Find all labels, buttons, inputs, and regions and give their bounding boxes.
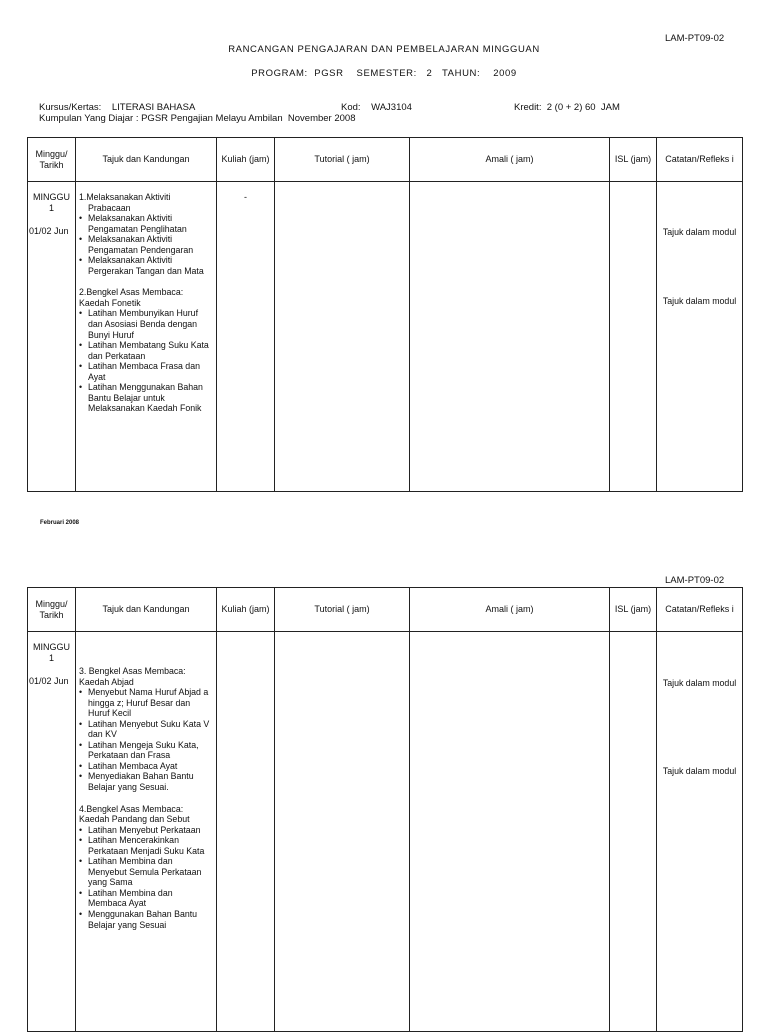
kod-label: Kod: WAJ3104 bbox=[341, 102, 412, 113]
header-minggu: Minggu/ Tarikh bbox=[28, 588, 76, 632]
list-item: • Melaksanakan Aktiviti Pengamatan Penglihatan bbox=[79, 213, 213, 234]
catatan-note: Tajuk dalam modul bbox=[662, 295, 737, 306]
kuliah-cell bbox=[217, 182, 275, 492]
tajuk-cell bbox=[76, 182, 217, 492]
section-items bbox=[79, 308, 213, 413]
kuliah-value: - bbox=[244, 192, 247, 202]
kredit-label: Kredit: 2 (0 + 2) 60 JAM bbox=[514, 102, 620, 113]
list-item: • Menyediakan Bahan Bantu Belajar yang Sesuai. bbox=[79, 771, 213, 792]
minggu-label: MINGGU bbox=[33, 642, 70, 652]
week-date: 01/02 Jun bbox=[29, 675, 69, 686]
list-item: • Latihan Mengeja Suku Kata, Perkataan dan Frasa bbox=[79, 740, 213, 761]
section-2 bbox=[79, 287, 213, 414]
kuliah-cell bbox=[217, 632, 275, 1032]
header-tajuk: Tajuk dan Kandungan bbox=[76, 138, 217, 182]
weekly-plan-table-page1 bbox=[27, 137, 743, 492]
section-title-cont: Kaedah Pandang dan Sebut bbox=[79, 814, 190, 825]
isl-cell bbox=[610, 182, 657, 492]
program-line: PROGRAM: PGSR SEMESTER: 2 TAHUN: 2009 bbox=[251, 68, 517, 79]
catatan-note: Tajuk dalam modul bbox=[662, 765, 737, 776]
section-title: 4.Bengkel Asas Membaca: bbox=[79, 803, 184, 814]
header-amali: Amali ( jam) bbox=[410, 588, 610, 632]
tutorial-cell bbox=[275, 632, 410, 1032]
header-catatan: Catatan/Refleks i bbox=[657, 138, 743, 182]
header-catatan: Catatan/Refleks i bbox=[657, 588, 743, 632]
minggu-label: MINGGU bbox=[33, 192, 70, 202]
list-item: • Latihan Membaca Ayat bbox=[79, 761, 213, 772]
list-item: • Latihan Membaca Frasa dan Ayat bbox=[79, 361, 213, 382]
section-title: 3. Bengkel Asas Membaca: bbox=[79, 666, 186, 676]
week-number: 1 bbox=[48, 203, 54, 214]
section-items bbox=[79, 825, 213, 930]
header-isl: ISL (jam) bbox=[610, 588, 657, 632]
header-kuliah: Kuliah (jam) bbox=[217, 588, 275, 632]
weekly-plan-table-page2 bbox=[27, 587, 743, 1032]
document-title: RANCANGAN PENGAJARAN DAN PEMBELAJARAN MINGGUAN bbox=[228, 44, 540, 55]
week-date: 01/02 Jun bbox=[29, 225, 69, 236]
catatan-cell bbox=[657, 182, 743, 492]
section-items bbox=[79, 687, 213, 792]
amali-cell bbox=[410, 632, 610, 1032]
list-item: • Melaksanakan Aktiviti Pengamatan Pendengaran bbox=[79, 234, 213, 255]
minggu-cell bbox=[28, 182, 76, 492]
header-tutorial: Tutorial ( jam) bbox=[275, 588, 410, 632]
week-number: 1 bbox=[48, 653, 54, 664]
footer-date: Februari 2008 bbox=[40, 520, 80, 526]
list-item: • Latihan Menggunakan Bahan Bantu Belajar untuk Melaksanakan Kaedah Fonik bbox=[79, 382, 213, 414]
section-title-cont: Kaedah Abjad bbox=[79, 676, 134, 687]
section-title-cont: Prabacaan bbox=[88, 202, 131, 213]
catatan-note: Tajuk dalam modul bbox=[662, 678, 737, 688]
list-item: • Latihan Membunyikan Huruf dan Asosiasi Benda dengan Bunyi Huruf bbox=[79, 308, 213, 340]
list-item: • Menyebut Nama Huruf Abjad a hingga z; Huruf Besar dan Huruf Kecil bbox=[79, 687, 213, 719]
amali-cell bbox=[410, 182, 610, 492]
section-4 bbox=[79, 804, 213, 931]
table-header-row bbox=[28, 138, 743, 182]
list-item: • Menggunakan Bahan Bantu Belajar yang Sesuai bbox=[79, 909, 213, 930]
header-isl: ISL (jam) bbox=[610, 138, 657, 182]
list-item: • Latihan Membina dan Membaca Ayat bbox=[79, 888, 213, 909]
table-header-row bbox=[28, 588, 743, 632]
tajuk-cell bbox=[76, 632, 217, 1032]
list-item: • Latihan Menyebut Perkataan bbox=[79, 825, 213, 836]
section-title: 2.Bengkel Asas Membaca: bbox=[79, 287, 184, 298]
section-3 bbox=[79, 666, 213, 793]
list-item: • Latihan Membina dan Menyebut Semula Perkataan yang Sama bbox=[79, 856, 213, 888]
document-code: LAM-PT09-02 bbox=[665, 575, 725, 586]
document-code: LAM-PT09-02 bbox=[665, 33, 725, 44]
header-tutorial: Tutorial ( jam) bbox=[275, 138, 410, 182]
header-minggu: Minggu/ Tarikh bbox=[28, 138, 76, 182]
section-items bbox=[79, 213, 213, 276]
list-item: • Latihan Menyebut Suku Kata V dan KV bbox=[79, 719, 213, 740]
header-amali: Amali ( jam) bbox=[410, 138, 610, 182]
header-tajuk: Tajuk dan Kandungan bbox=[76, 588, 217, 632]
list-item: • Latihan Mencerakinkan Perkataan Menjadi Suku Kata bbox=[79, 835, 213, 856]
minggu-cell bbox=[28, 632, 76, 1032]
section-title: 1.Melaksanakan Aktiviti bbox=[79, 192, 171, 202]
section-1 bbox=[79, 192, 213, 276]
list-item: • Melaksanakan Aktiviti Pergerakan Tangan dan Mata bbox=[79, 255, 213, 276]
catatan-note: Tajuk dalam modul bbox=[662, 227, 737, 237]
table-row bbox=[28, 182, 743, 492]
header-kuliah: Kuliah (jam) bbox=[217, 138, 275, 182]
isl-cell bbox=[610, 632, 657, 1032]
table-row bbox=[28, 632, 743, 1032]
catatan-cell bbox=[657, 632, 743, 1032]
list-item: • Latihan Membatang Suku Kata dan Perkataan bbox=[79, 340, 213, 361]
section-title-cont: Kaedah Fonetik bbox=[79, 297, 141, 308]
tutorial-cell bbox=[275, 182, 410, 492]
kumpulan-label: Kumpulan Yang Diajar : PGSR Pengajian Melayu Ambilan November 2008 bbox=[39, 113, 356, 124]
kursus-label: Kursus/Kertas: LITERASI BAHASA bbox=[39, 102, 196, 113]
